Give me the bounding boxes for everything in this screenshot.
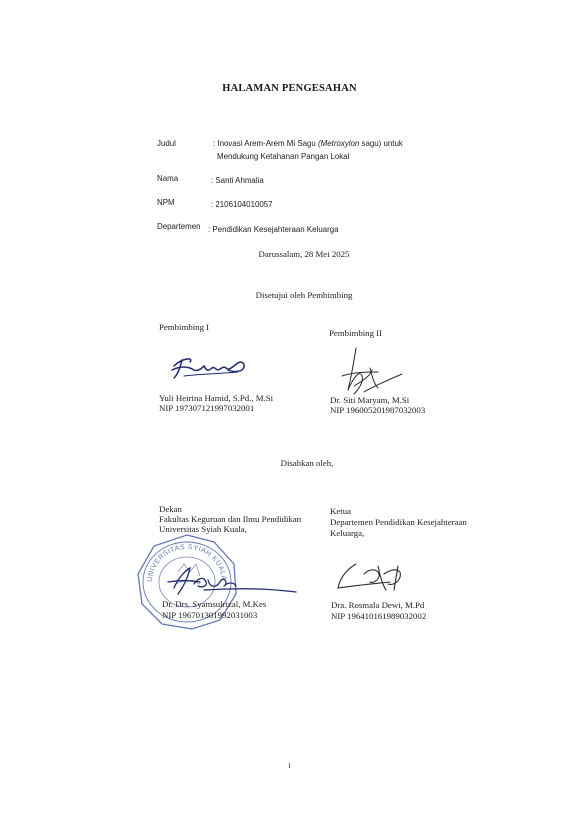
page-title: HALAMAN PENGESAHAN [222, 83, 357, 94]
dean-name: Dr. Drs. Syamsulrizal, M.Kes [162, 599, 267, 609]
dean-title: Dekan [159, 504, 182, 514]
advisor2-role: Pembimbing II [329, 328, 383, 338]
chair-department-line2: Keluarga, [330, 528, 365, 538]
dean-university: Universitas Syiah Kuala, [159, 524, 247, 534]
chair-department: Departemen Pendidikan Kesejahteraan [330, 517, 467, 527]
value-judul-pre: : Inovasi Arem-Arem Mi Sagu [213, 138, 319, 148]
value-departemen: : Pendidikan Kesejahteraan Keluarga [208, 224, 339, 234]
value-judul-italic: (Metroxylon [318, 138, 360, 148]
value-judul-line2: Mendukung Ketahanan Pangan Lokal [217, 151, 350, 161]
value-nama: : Santi Ahmalia [211, 175, 264, 185]
value-judul [213, 138, 403, 149]
stamp-text: UNIVERSITAS SYIAH KUALA [146, 543, 228, 583]
approved-by-heading: Disetujui oleh Pembimbing [255, 290, 353, 300]
chair-name: Dra. Rosmala Dewi, M.Pd [331, 600, 425, 610]
label-departemen: Departemen [157, 221, 201, 231]
dean-faculty: Fakultas Keguruan dan Ilmu Pendidikan [159, 514, 302, 524]
chair-title: Ketua [330, 506, 352, 516]
label-judul: Judul [157, 138, 176, 148]
advisor2-nip: NIP 196005201987032003 [330, 405, 426, 415]
chair-signature [334, 560, 410, 596]
ratified-by-heading: Disahkan oleh, [280, 458, 334, 468]
page-number: i [288, 761, 291, 770]
advisor1-role: Pembimbing I [159, 322, 210, 332]
value-npm: : 2106104010057 [211, 199, 273, 209]
advisor1-name: Yuli Heirina Hamid, S.Pd., M.Si [159, 393, 274, 403]
label-npm: NPM [157, 197, 175, 207]
label-nama: Nama [157, 173, 179, 183]
advisor1-nip: NIP 197307121997032001 [159, 403, 255, 413]
chair-nip: NIP 196410161989032002 [331, 611, 427, 621]
advisor1-signature [168, 352, 250, 382]
advisor2-name: Dr. Siti Maryam, M.Si [330, 395, 410, 405]
place-date: Darussalam, 28 Mei 2025 [258, 249, 350, 259]
value-judul-post: sagu) untuk [359, 138, 403, 148]
dean-nip: NIP 196701301992031003 [162, 610, 258, 620]
dean-signature [164, 560, 300, 600]
